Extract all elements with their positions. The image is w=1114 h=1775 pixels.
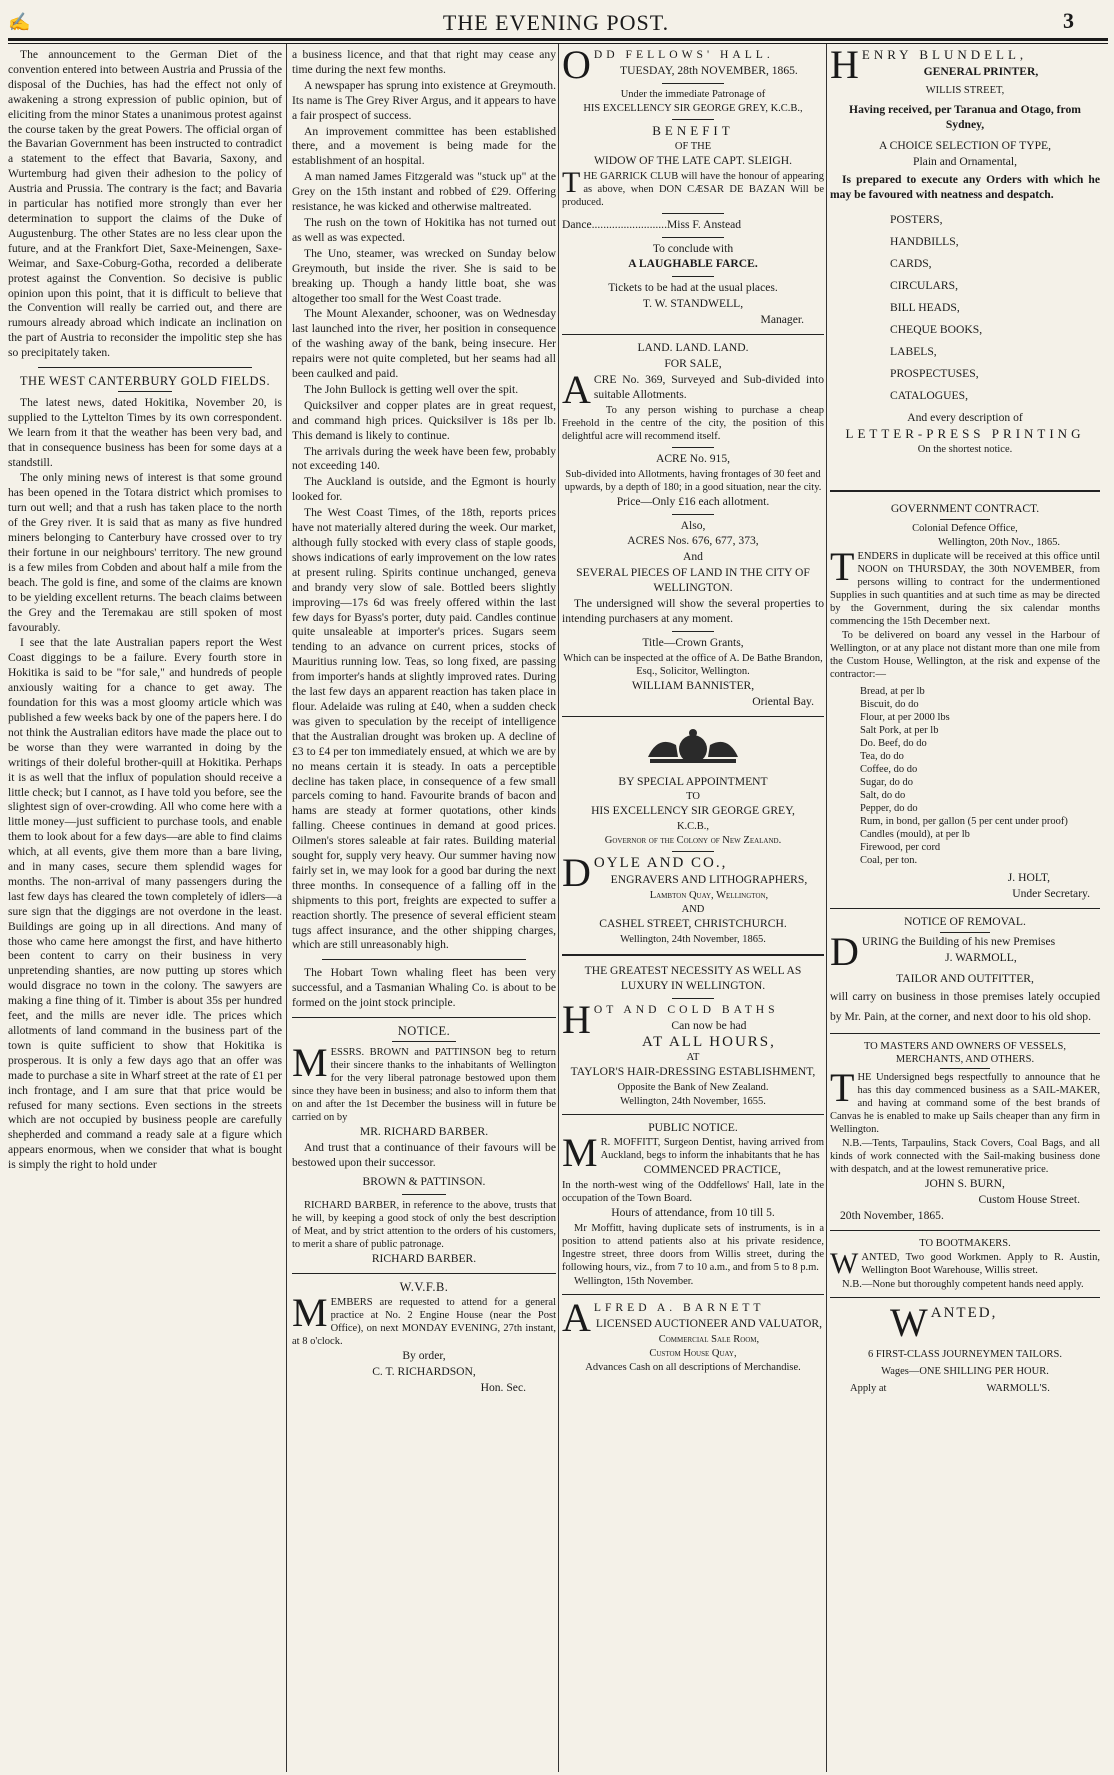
wanted-title: ANTED, [930,1305,998,1322]
drop-cap: D [562,850,591,896]
news-paragraph: The John Bullock is getting well over the spit. [304,382,519,396]
notice-signature: RICHARD BARBER. [371,1251,477,1265]
land-price: Price—Only £16 each allotment. [616,494,770,508]
contract-item: Firewood, per cord [860,841,941,853]
separator [118,391,172,392]
baths-necessity: THE GREATEST NECESSITY AS WELL AS LUXURY IN WELLINGTON. [584,964,802,992]
removal-text: URING the Building of his new Premises [861,934,1056,948]
land-acres-list: ACRES Nos. 676, 677, 373, [627,534,759,548]
contract-items-list [860,685,1100,867]
gold-fields-paragraph: I see that the late Australian papers report the West Coast diggings to be a failure. Every fourth store in Hokitika is said to be "for sale," and hundreds of people anxiously waiting for a chance to get away. The foundation for this was a most gloomy article which was published a few weeks back by one of the papers here. I do not think the Australian editors have made the place out to be worse than they were warranted in doing by the writings of their doleful brother-quill at Hokitika. Perhaps it is as well that the influx of population should receive a little check; but I cannot, as I have told you before, see the slightest sign of over-crowding. All who come here with a little money—just sufficient to purchase tools, and enable them to look about for a few days—are able to find claims which, at all events, give them more than a bare living, and in many cases, secure them splendid wages for months. The non-arrival of many passengers during the last few days has cleared the town completely of idlers—a sure sign that the diggings are not overdone in the least. Buildings are going up in all directions. And many of those who came here amongst the first, and have hitherto been content to carry on their business in very unpretending shanties, are now putting up stores which would disgrace no town in the colony. The sawyers are making a fine thing of it. Timber is about 35s per hundred feet, and the mills are never idle. The prices which allotments of land command in the business part of the town is quite sufficient to show that Hokitika is prosperous. It is only a few days ago that an offer was made to purchase a site in Wharf street at the rate of £1 per inch frontage, and I am sure that that price would be refused for many sections. Even sections in the streets which are not occupied by business people are carefully shepherded and command a ready sale at a figure which appears enormous, when we consider that what is bought is simply the right to hold under [8,636,282,1172]
doyle-appointment: BY SPECIAL APPOINTMENT [618,774,768,788]
wanted-apply: Apply at [850,1383,887,1395]
contract-item: Coal, per ton. [860,854,918,866]
land-and: And [683,550,703,564]
gold-fields-paragraph: The only mining news of interest is that some ground has been opened in the Totara district which promises to turn out well; and that a rush has taken place to the north of the Grey river. It is said that as many as five hundred miners belonging to Canterbury have crossed over to try their fortune in our neighbours' territory. The new ground is a few miles from Cobden and about half a mile from the beach. The gold is fine, and some of the claims are known to be yielding excellent returns. The beach claims between the Grey and the Teremakau are still spoken of most favourably. [8,471,282,634]
land-seller-address: Oriental Bay. [752,694,814,708]
separator [672,631,714,632]
separator [830,908,1100,909]
royal-crest-icon [638,727,748,767]
news-paragraph: A newspaper has sprung into existence at Greymouth. Its name is The Grey River Argus, and it appears to have a fair prospect of success. [292,78,556,122]
sailmaker-heading: TO MASTERS AND OWNERS OF VESSELS, MERCHANTS, AND OTHERS. [863,1041,1067,1066]
blundell-notice: On the shortest notice. [917,444,1013,456]
barnett-sale-room: Commercial Sale Room, [658,1334,760,1346]
drop-cap: T [830,1065,855,1111]
drop-cap: W [890,1300,928,1346]
separator [830,490,1100,492]
doyle-trade: ENGRAVERS AND LITHOGRAPHERS, [610,873,808,887]
oddfellows-of: OF THE [674,140,712,152]
land-acre-369: CRE No. 369, Surveyed and Sub-divided into suitable Allotments. [593,372,824,401]
land-acre-915-body: Sub-divided into Allotments, having frontages of 30 feet and upwards, by a depth of 180; in a good situation, near the city. [564,468,822,493]
doyle-governor: Governor of the Colony of New Zealand. [604,835,782,847]
land-title: Title—Crown Grants, [642,635,744,649]
contract-item: Salt, do do [860,789,906,801]
drop-cap: A [562,1295,591,1341]
bootmakers-heading: TO BOOTMAKERS. [919,1238,1011,1250]
separator [830,1033,1100,1034]
blundell-item: BILL HEADS, [890,301,960,315]
bootmakers-text: ANTED, Two good Workmen. Apply to R. Austin, Wellington Boot Warehouse, Willis street. [861,1252,1100,1277]
drop-cap: O [562,48,591,87]
gold-fields-heading: THE WEST CANTERBURY GOLD FIELDS. [19,374,271,389]
separator [562,716,824,717]
baths-date: Wellington, 24th November, 1655. [620,1095,766,1107]
doyle-excellency: HIS EXCELLENCY SIR GEORGE GREY, [591,804,795,818]
wanted-tailors: 6 FIRST-CLASS JOURNEYMEN TAILORS. [867,1349,1063,1361]
contract-item: Sugar, do do [860,776,913,788]
oddfellows-title: DD FELLOWS' HALL. [593,48,774,61]
separator [292,1273,556,1274]
contract-heading: GOVERNMENT CONTRACT. [890,502,1040,516]
separator [562,1114,824,1115]
public-notice-private: Mr Moffitt, having duplicate sets of instruments, is in a position to attend patients also at his private residence, Ingestre street, three doors from Willis street, during the following hours, viz., from 7 to 10 a.m., and from 5 to 8 p.m. [562,1223,824,1274]
market-report-paragraph: The West Coast Times, of the 18th, reports prices have not materially altered during the week. Our market, although fully stocked with every class of staple goods, shows indications of early improvement on the low rates at present ruling. Spirits continue unchanged, geneva and brandy very slow of sale. Bottled beers slightly improving—17s 6d was freely offered within the last few days for Byass's porter, duty paid. Candles continue quite unsaleable at importer's prices. Sugars seem tending to an advance on current prices, stocks of Mauritius running low. Teas, so long fixed, are passing from importer's hands at slightly improved rates. During the last few days an apparent reaction has taken place in flour. Adelaide was ruling at £40, when a sudden check was given to speculation by the receipt of intelligence that the Australian drought was broken up. A decline of £3 to £4 per ton immediately ensued, at which we are by no means certain it is steady. In oats a perceptible decline has taken place, in consequence of a few small parcels coming to hand. Favourite brands of bacon and hams are steady at former quotations, other kinds falling. Cheese continues in demand at good prices. Oilmen's stores saleable at fair rates. Building material sought for, supply very heavy. Our summer having now fairly set in, we may look for a good bar during the next three months. In consequence of a falling off in the shipments to this port, freights are expected to suffer a reaction shortly. The presence of several efficient steam tugs affect insurance, and the other shipping charges, which are still unreasonably high. [292,506,556,952]
doyle-lambton-quay: Lambton Quay, Wellington, [649,890,769,902]
drop-cap: M [562,1130,598,1176]
column-3 [562,48,824,1768]
doyle-date: Wellington, 24th November, 1865. [620,934,766,946]
blundell-selection: A CHOICE SELECTION OF TYPE, [878,138,1052,152]
separator [292,1017,556,1018]
notice-text: And trust that a continuance of their favours will be bestowed upon their successor. [292,1140,556,1169]
bootmakers-nb: N.B.—None but thoroughly competent hands need apply. [842,1279,1084,1291]
blundell-prepared: Is prepared to execute any Orders with which he may be favoured with neatness and despatch. [830,173,1100,202]
oddfellows-tickets: Tickets to be had at the usual places. [608,281,778,295]
notice-text: RICHARD BARBER, in reference to the above, trusts that he will, by keeping a good stock of only the best description of Meat, and by strict attention to the orders of his customers, to merit a share of public patronage. [292,1199,556,1250]
oddfellows-manager-name: T. W. STANDWELL, [642,297,744,311]
separator [940,1068,990,1069]
baths-can-be-had: Can now be had [671,1018,747,1032]
pointing-hand-icon: ✍ [8,12,31,32]
header-rule [8,38,1108,41]
public-notice-heading: PUBLIC NOTICE. [648,1120,738,1134]
land-also: Also, [680,518,706,532]
contract-item: Salt Pork, at per lb [860,724,939,736]
baths-establishment: TAYLOR'S HAIR-DRESSING ESTABLISHMENT, [570,1064,816,1078]
gold-fields-paragraph: The latest news, dated Hokitika, November 20, is supplied to the Lyttelton Times by its own correspondent. We learn from it that the weather has been very bad, and that in consequence business has been for some days at a standstill. [8,395,282,469]
drop-cap: W [830,1247,859,1281]
contract-date: Wellington, 20th Nov., 1865. [938,536,1060,548]
news-paragraph: The Hobart Town whaling fleet has been very successful, and a Tasmanian Whaling Co. is about to be formed on the joint stock principle. [292,966,556,1010]
blundell-item: CIRCULARS, [890,279,958,293]
news-paragraph: a business licence, and that that right may cease any time during the next few months. [292,48,556,76]
blundell-street: WILLIS STREET, [925,84,1005,96]
land-acre-915: ACRE No. 915, [655,451,731,465]
sailmaker-text: HE Undersigned begs respectfully to announce that he has this day commenced business as a SAIL-MAKER, and having at command some of the best brands of Canvas he is enabled to make up Sails cheaper than any firm in Wellington. [830,1072,1100,1136]
news-paragraph: The Auckland is outside, and the Egmont is hourly looked for. [292,475,556,504]
land-for-sale: FOR SALE, [664,356,722,370]
sailmaker-name: JOHN S. BURN, [925,1177,1005,1191]
contract-item: Candles (mould), at per lb [860,828,970,840]
oddfellows-patron: HIS EXCELLENCY SIR GEORGE GREY, K.C.B., [583,102,803,114]
removal-text: will carry on business in those premises lately occupied by Mr. Pain, at the corner, and next door to his old shop. [830,990,1100,1024]
news-paragraph: Quicksilver and copper plates are in great request, and command high prices. Quicksilver is 18s per lb. This demand is likely to continue. [292,398,556,442]
drop-cap: D [830,928,859,974]
page-number: 3 [1063,8,1074,33]
oddfellows-garrick: HE GARRICK CLUB will have the honour of appearing as above, when DON CÆSAR DE BAZAN Will be produced. [562,170,824,208]
doyle-kcb: K.C.B., [676,821,710,833]
news-paragraph: The rush on the town of Hokitika has not turned out as well as was expected. [292,215,556,244]
notice-heading: NOTICE. [397,1024,451,1039]
drop-cap: A [562,366,591,412]
separator [672,119,714,120]
sailmaker-address: Custom House Street. [978,1193,1080,1207]
land-inspect: Which can be inspected at the office of A. De Bathe Brandon, Esq., Solicitor, Wellington. [563,652,823,677]
separator [672,447,714,448]
separator [38,367,252,368]
contract-body: ENDERS in duplicate will be received at this office until NOON on THURSDAY, the 30th NOVEMBER, from persons willing to contract for the undermentioned Supplies in such quantities and at such time as may be directed by the Government, during the six calendar months commencing the 15th December next. [830,550,1100,627]
separator [562,954,824,956]
separator [940,519,990,520]
notice-signature: BROWN & PATTINSON. [362,1174,486,1188]
contract-item: Pepper, do do [860,802,918,814]
separator [402,1194,446,1195]
barnett-name: LFRED A. BARNETT [593,1301,765,1315]
news-paragraph: The arrivals during the week have been few, probably not exceeding 140. [292,444,556,473]
drop-cap: H [562,996,591,1042]
wanted-wages: Wages—ONE SHILLING PER HOUR. [881,1366,1049,1378]
drop-cap: T [830,543,855,589]
masthead [8,8,1104,38]
blundell-letterpress: LETTER-PRESS PRINTING [845,426,1085,442]
oddfellows-farce: A LAUGHABLE FARCE. [628,257,758,271]
separator [662,83,724,84]
separator [662,213,724,214]
contract-delivery: To be delivered on board any vessel in the Harbour of Wellington, or at any place not distant more than one mile from the Custom House, Wellington, at the risk and expense of the contractor:— [830,629,1100,680]
contract-signature: J. HOLT, [1007,870,1050,884]
doyle-name: OYLE AND CO., [593,855,728,872]
doyle-to: TO [686,791,700,803]
barnett-quay: Custom House Quay, [649,1348,737,1360]
column-1 [8,48,282,1768]
barnett-trade: LICENSED AUCTIONEER AND VALUATOR, [595,1317,822,1331]
wanted-where: WARMOLL'S. [986,1383,1050,1395]
removal-heading: NOTICE OF REMOVAL. [904,914,1026,928]
column-divider [286,44,287,1772]
blundell-every: And every description of [907,411,1023,425]
contract-item: Coffee, do do [860,763,918,775]
news-paragraph: The Uno, steamer, was wrecked on Sunday below Greymouth, but inside the river. She is said to be breaking up. Though a handy little boat, she was altogether too small for the West Coast trade. [292,246,556,305]
newspaper-title: THE EVENING POST. [442,10,670,35]
oddfellows-benefit: BENEFIT [652,122,734,138]
wvfb-by-order: By order, [402,1349,446,1363]
column-4 [830,48,1100,1768]
separator [672,851,714,852]
news-paragraph: An improvement committee has been established there, and a movement is being made for the establishment of an hospital. [292,124,556,168]
sailmaker-date: 20th November, 1865. [840,1209,944,1223]
doyle-and: AND [681,904,705,916]
contract-item: Do. Beef, do do [860,737,927,749]
removal-name: J. WARMOLL, [945,950,1017,964]
separator [562,1294,824,1295]
contract-item: Flour, at per 2000 lbs [860,711,950,723]
contract-item: Rum, in bond, per gallon (5 per cent under proof) [860,815,1068,827]
contract-item: Bread, at per lb [860,685,925,697]
public-notice-date: Wellington, 15th November. [574,1276,694,1288]
land-seller-name: WILLIAM BANNISTER, [631,678,755,692]
baths-at: AT [686,1051,700,1063]
blundell-received: Having received, per Taranua and Otago, from Sydney, [849,102,1081,131]
public-notice-commenced: COMMENCED PRACTICE, [643,1163,781,1177]
drop-cap: M [292,1290,328,1336]
separator [672,998,714,999]
wvfb-secretary-title: Hon. Sec. [480,1381,526,1395]
oddfellows-date: TUESDAY, 28th NOVEMBER, 1865. [620,63,798,77]
removal-trade: TAILOR AND OUTFITTER, [896,971,1034,985]
wvfb-text: EMBERS are requested to attend for a general practice at No. 2 Engine House (near the Post Office), on next MONDAY EVENING, 27th instant, at 8 o'clock. [292,1297,556,1348]
notice-text: ESSRS. BROWN and PATTINSON beg to return their sincere thanks to the inhabitants of Wellington for the very liberal patronage bestowed upon them since they have been in business; and also to inform them that on and after the 1st December the business will in future be carried on by [292,1047,556,1123]
doyle-cashel-street: CASHEL STREET, CHRISTCHURCH. [599,917,787,931]
blundell-name: ENRY BLUNDELL, [861,48,1028,62]
contract-item: Tea, do do [860,750,904,762]
wvfb-secretary-name: C. T. RICHARDSON, [372,1365,476,1379]
separator [672,276,714,277]
blundell-plain: Plain and Ornamental, [913,154,1017,168]
public-notice-text: R. MOFFITT, Surgeon Dentist, having arrived from Auckland, begs to inform the inhabitants that he has [600,1137,824,1162]
contract-item: Biscuit, do do [860,698,919,710]
land-heading: LAND. LAND. LAND. [637,341,749,355]
blundell-item: CATALOGUES, [890,389,968,403]
baths-title: OT AND COLD BATHS [593,1002,779,1016]
oddfellows-conclude: To conclude with [652,241,734,255]
blundell-item: LABELS, [890,345,937,359]
land-show: The undersigned will show the several properties to intending purchasers at any moment. [562,597,824,625]
drop-cap: M [292,1040,328,1085]
drop-cap: T [562,165,581,199]
separator [562,334,824,335]
blundell-item: PROSPECTUSES, [890,367,979,381]
separator [672,514,714,515]
blundell-item: CHEQUE BOOKS, [890,323,983,337]
separator [940,932,990,933]
separator [392,1041,456,1042]
contract-office: Colonial Defence Office, [912,522,1018,534]
land-several-pieces: SEVERAL PIECES OF LAND IN THE CITY OF WELLINGTON. [576,566,810,595]
blundell-item: HANDBILLS, [890,235,959,249]
public-notice-location: In the north-west wing of the Oddfellows' Hall, late in the occupation of the Town Board. [562,1180,824,1205]
drop-cap: H [830,48,859,87]
separator [830,1297,1100,1298]
news-paragraph: A man named James Fitzgerald was "stuck up" at the Grey on the 15th instant and robbed of £29. Offering resistance, he was kicked and otherwise maltreated. [292,170,556,214]
baths-hours: AT ALL HOURS, [641,1033,776,1050]
land-acre-369-body: To any person wishing to purchase a cheap Freehold in the centre of the city, the position of this delightful acre will recommend itself. [562,404,824,442]
oddfellows-dance: Dance..........................Miss F. Anstead [562,217,742,231]
oddfellows-widow: WIDOW OF THE LATE CAPT. SLEIGH. [593,153,793,167]
blundell-trade: GENERAL PRINTER, [923,64,1039,78]
wvfb-heading: W.V.F.B. [399,1279,449,1294]
oddfellows-patronage: Under the immediate Patronage of [620,88,766,100]
oddfellows-manager-title: Manager. [760,313,804,327]
column-divider [826,44,827,1772]
contract-signature-title: Under Secretary. [1012,886,1090,900]
news-paragraph: The Mount Alexander, schooner, was on Wednesday last launched into the river, her position in consequence of the washing away of the bank, being insecure. Her repairs were not quite completed, but her seams had all been caulked and paid. [292,307,556,381]
barnett-advances: Advances Cash on all descriptions of Merchandise. [585,1362,801,1374]
blundell-item: POSTERS, [890,213,943,227]
public-notice-hours: Hours of attendance, from 10 till 5. [611,1206,775,1220]
baths-opposite: Opposite the Bank of New Zealand. [617,1081,769,1093]
sailmaker-nb: N.B.—Tents, Tarpaulins, Stack Covers, Coal Bags, and all kinds of work connected with the Sail-making business done with despatch, and at the lowest remunerative price. [830,1138,1100,1176]
separator [662,237,724,238]
separator [322,959,526,960]
separator [830,1230,1100,1231]
notice-successor-name: MR. RICHARD BARBER. [359,1125,489,1138]
german-diet-article: The announcement to the German Diet of the convention entered into between Austria and Prussia of the disposal of the Duchies, has had the effect not only of awakening a strong expression of public opinion, but of eliciting from the minor States a unanimous protest against the course taken by the great Powers. The official organ of the Bavarian Government has been instructed to contradict a statement to the effect that Bavaria, Saxony, and Wurtemburg had given their adhesion to the policy of Austria and Prussia. The contrary is the fact; and Bavaria in particular has notified more strongly than ever her determination to support the claims of the Duke of Augustenburg. The other States are no less clear upon the future, and at the Frankfort Diet, Saxe-Meinengen, Saxe-Weimar, and Saxe-Coburg-Gotha, recorded a deliberate protest against the Convention. So decisive is public opinion upon this point, that it is difficult to believe that the Convention will really be carried out, and there are rumours already abroad which indicate an inclination on the part of Austria to reconsider the impolitic step she has so precipitately taken. [8,48,282,360]
column-2 [292,48,556,1768]
blundell-items-list [890,209,1100,407]
column-divider [558,44,559,1772]
blundell-item: CARDS, [890,257,932,271]
